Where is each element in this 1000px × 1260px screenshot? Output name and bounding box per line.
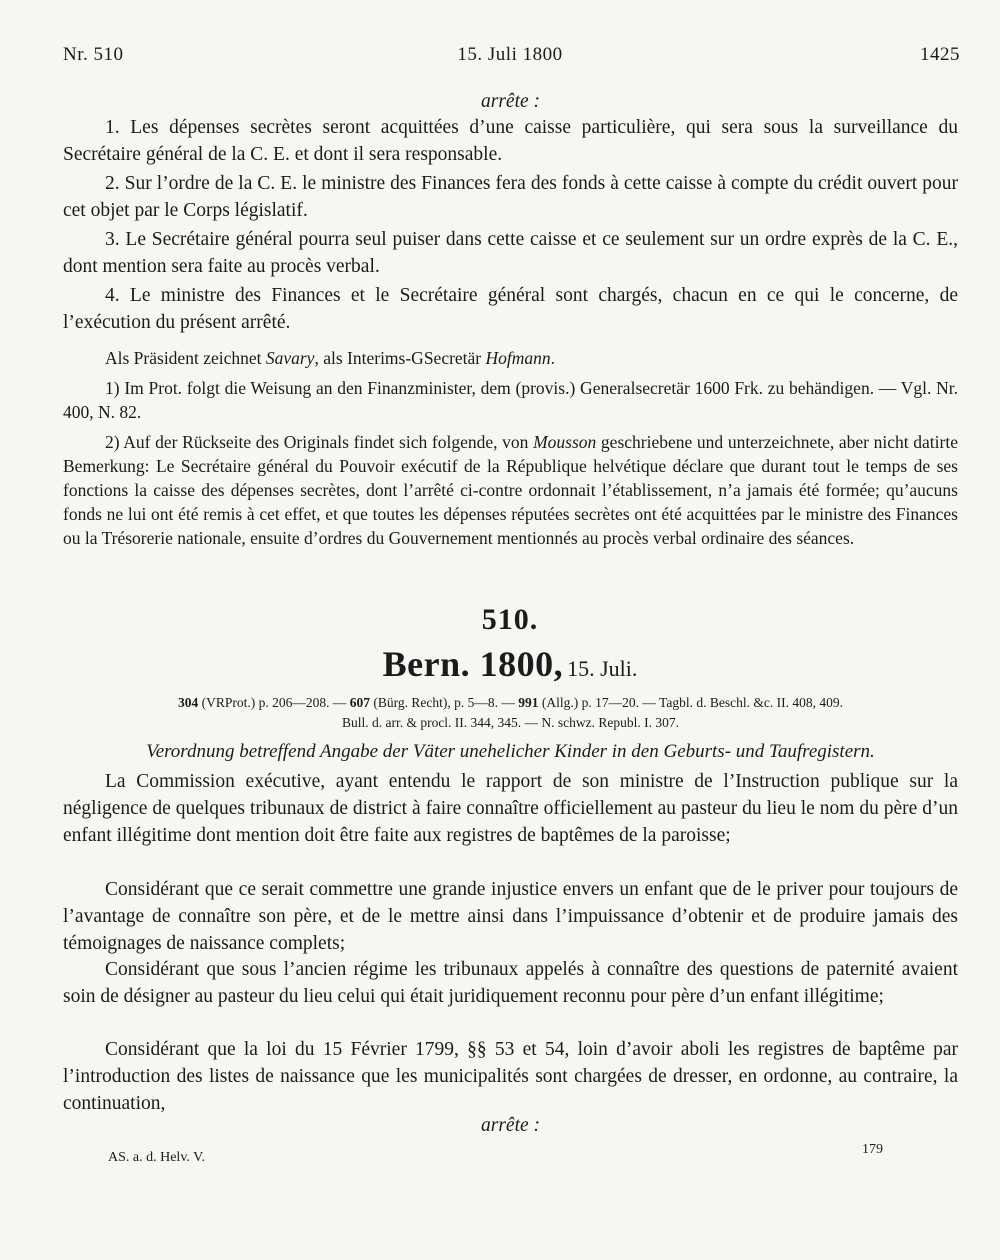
article-3: 3. Le Secrétaire général pourra seul puiser dans cette caisse et ce seulement sur un ordre exprès de la C. E., dont mention sera faite au procès verbal. <box>63 229 958 277</box>
signature-line: Als Präsident zeichnet Savary, als Interims-GSecretär Hofmann. <box>105 348 556 368</box>
footnote-2-name: Mousson <box>533 432 597 452</box>
body-paragraph-1: La Commission exécutive, ayant entendu le rapport de son ministre de l’Instruction publique sur la négligence de quelques tribunaux de district à faire connaître officiellement au pasteur du lieu le nom du père d’un enfant illégitime dont mention doit être faite aux registres de baptêmes de la paroisse; <box>63 771 958 846</box>
article-1: 1. Les dépenses secrètes seront acquittées d’une caisse particulière, qui sera sous la surveillance du Secrétaire général de la C. E. et dont il sera responsable. <box>63 117 958 165</box>
header-date: 15. Juli 1800 <box>457 44 563 65</box>
day-month: 15. Juli. <box>567 656 638 681</box>
arrete-heading-bottom: arrête : <box>480 1115 541 1136</box>
document-number: 510. <box>481 603 539 636</box>
place-date-line <box>0 643 1000 685</box>
article-2: 2. Sur l’ordre de la C. E. le ministre des Finances fera des fonds à cette caisse à compte du crédit ouvert pour cet objet par le Corps législatif. <box>63 173 958 221</box>
body-paragraph-4: Considérant que la loi du 15 Février 1799, §§ 53 et 54, loin d’avoir aboli les registres de baptême par l’introduction des listes de naissance que les municipalités sont chargées de dresser, en ordonne, au contraire, la continuation, <box>63 1039 958 1114</box>
header-entry-number: Nr. 510 <box>63 44 124 65</box>
secretary-name: Hofmann <box>485 348 551 368</box>
arrete-heading-top: arrête : <box>480 91 541 112</box>
president-name: Savary <box>265 348 315 368</box>
footnote-1: 1) Im Prot. folgt die Weisung an den Finanzminister, dem (provis.) Generalsecretär 1600 Frk. zu behändigen. — Vgl. Nr. 400, N. 82. <box>63 378 958 422</box>
header-page-number: 1425 <box>920 44 960 65</box>
sources-line-2: Bull. d. arr. & procl. II. 344, 345. — N. schwz. Republ. I. 307. <box>341 715 680 730</box>
footnote-2: 2) Auf der Rückseite des Originals findet sich folgende, von Mousson geschriebene und unterzeichnete, aber nicht datirte Bemerkung: Le Secrétaire général du Pouvoir exécutif de la République helvétique déclare que durant tout le temps de ses fonctions la caisse des dépenses secrètes, dont l’arrêté ci-contre ordonnait l’établissement, n’a jamais été formée; qu’aucuns fonds ne lui ont été remis à cet effet, et que toutes les dépenses réputées secrètes ont été acquittées par le ministre des Finances ou la Trésorerie nationale, ensuite d’ordres du Gouvernement mentionnés au procès verbal ordinaire des séances. <box>63 432 958 548</box>
footer-sheet-number: 179 <box>862 1142 883 1157</box>
article-4: 4. Le ministre des Finances et le Secrétaire général sont chargés, chacun en ce qui le concerne, de l’exécution du présent arrêté. <box>63 285 958 333</box>
body-paragraph-3: Considérant que sous l’ancien régime les tribunaux appelés à connaître des questions de paternité avaient soin de désigner au pasteur du lieu celui qui était juridiquement reconnu pour père d’un enfant illégitime; <box>63 959 958 1007</box>
footer-collection-ref: AS. a. d. Helv. V. <box>108 1150 205 1165</box>
ordinance-title: Verordnung betreffend Angabe der Väter unehelicher Kinder in den Geburts- und Taufregistern. <box>146 741 875 762</box>
place-year: Bern. 1800, <box>382 644 564 684</box>
sources-line-1: 304 (VRProt.) p. 206—208. — 607 (Bürg. Recht), p. 5—8. — 991 (Allg.) p. 17—20. — Tagbl. d. Beschl. &c. II. 408, 409. <box>178 695 843 710</box>
body-paragraph-2: Considérant que ce serait commettre une grande injustice envers un enfant que de le priver pour toujours de l’avantage de connaître son père, et de le mettre ainsi dans l’impuissance d’obtenir et de produire jamais des témoignages de naissance complets; <box>63 879 958 954</box>
